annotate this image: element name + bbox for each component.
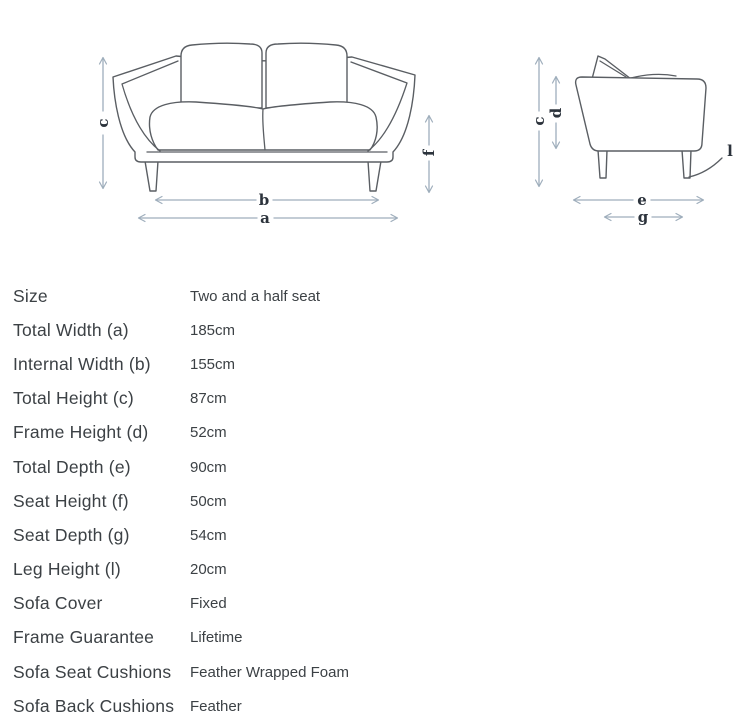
dimension-arrow-total-height-c — [94, 58, 112, 188]
spec-label: Leg Height (l) — [13, 559, 121, 580]
spec-value: 185cm — [190, 321, 236, 339]
spec-list — [13, 279, 738, 720]
dimension-arrow-seat-depth-g — [605, 208, 682, 226]
sofa-front-right-leg — [368, 161, 381, 191]
spec-value: Fixed — [190, 595, 227, 613]
spec-row-size — [13, 279, 738, 313]
dimension-arrow-total-height-side-c — [530, 58, 548, 186]
dimensions-diagram — [0, 0, 743, 262]
spec-value: 52cm — [190, 424, 227, 442]
spec-label: Sofa Back Cushions — [13, 695, 175, 716]
spec-label: Total Height (c) — [13, 388, 134, 409]
spec-value: 54cm — [190, 526, 227, 544]
spec-label: Sofa Seat Cushions — [13, 661, 172, 682]
dimension-label-e: e — [637, 191, 647, 209]
dimension-arrow-internal-width-b — [156, 191, 378, 209]
spec-row-seat-cushions — [13, 655, 738, 689]
dimension-arrow-seat-height-f — [420, 116, 438, 192]
spec-row-seat-height — [13, 484, 738, 518]
spec-label: Total Depth (e) — [13, 456, 131, 477]
spec-value: Lifetime — [190, 629, 243, 647]
spec-row-total-width — [13, 313, 738, 347]
spec-row-internal-width — [13, 347, 738, 381]
sofa-side-front-leg — [598, 150, 607, 178]
dimension-label-c: c — [94, 118, 112, 128]
dimension-arrow-total-depth-e — [574, 191, 703, 209]
spec-label: Internal Width (b) — [13, 353, 151, 374]
spec-value: Feather — [190, 697, 242, 715]
sofa-side-drawing — [576, 56, 722, 178]
dimension-label-d: d — [547, 107, 565, 119]
spec-row-leg-height — [13, 553, 738, 587]
sofa-side-body — [576, 77, 706, 151]
spec-value: 50cm — [190, 492, 227, 510]
spec-value: 90cm — [190, 458, 227, 476]
spec-label: Frame Guarantee — [13, 627, 155, 648]
sofa-front-back-cushion-right — [266, 43, 347, 108]
spec-row-total-depth — [13, 450, 738, 484]
sofa-side-rear-leg — [682, 150, 691, 178]
spec-value: 20cm — [190, 561, 227, 579]
spec-value: 87cm — [190, 390, 227, 408]
spec-value: 155cm — [190, 355, 236, 373]
dimension-label-side-c: c — [530, 116, 548, 126]
sofa-front-back-cushion-left — [181, 43, 262, 108]
sofa-front-drawing — [113, 43, 415, 191]
dimension-label-b: b — [258, 191, 270, 209]
spec-label: Frame Height (d) — [13, 422, 149, 443]
dimension-arrow-total-width-a — [139, 209, 397, 227]
spec-row-seat-depth — [13, 518, 738, 552]
leg-height-leader-line — [689, 158, 722, 177]
dimension-label-f: f — [420, 149, 438, 157]
spec-row-frame-height — [13, 416, 738, 450]
spec-label: Sofa Cover — [13, 593, 103, 614]
spec-row-frame-guarantee — [13, 621, 738, 655]
spec-row-total-height — [13, 382, 738, 416]
spec-label: Seat Height (f) — [13, 490, 129, 511]
dimension-arrow-frame-height-d — [547, 77, 565, 148]
dimension-label-g: g — [637, 208, 649, 226]
spec-value: Feather Wrapped Foam — [190, 663, 349, 681]
sofa-front-left-leg — [145, 161, 158, 191]
spec-label: Total Width (a) — [13, 319, 129, 340]
dimension-label-a: a — [260, 209, 270, 227]
spec-value: Two and a half seat — [190, 287, 321, 305]
spec-label: Size — [13, 285, 48, 306]
spec-label: Seat Depth (g) — [13, 524, 130, 545]
spec-row-sofa-cover — [13, 587, 738, 621]
dimension-label-l: l — [727, 142, 733, 160]
spec-row-back-cushions — [13, 689, 738, 720]
sofa-dimensions-svg — [0, 0, 743, 262]
